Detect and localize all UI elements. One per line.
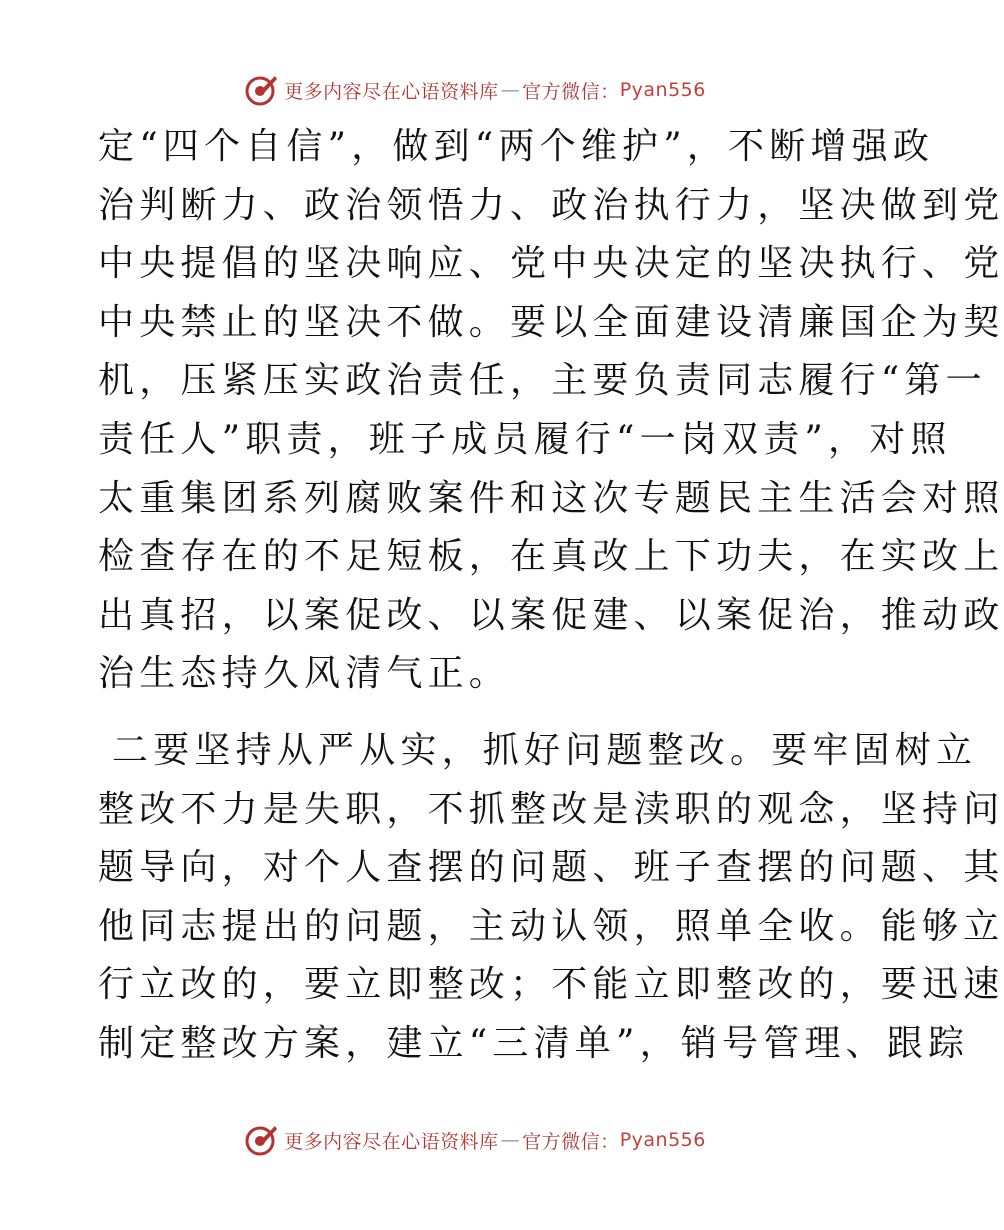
watermark-text: 更多内容尽在心语资料库 (284, 80, 499, 103)
text-line: 二要坚持从严从实，抓好问题整改。要牢固树立 (112, 729, 978, 771)
text-line: 出真招，以案促改、以案促建、以案促治，推动政 (98, 594, 1004, 636)
paragraph-gap (98, 704, 858, 722)
text-line: 整改不力是失职，不抓整改是渎职的观念，坚持问 (98, 788, 1004, 830)
watermark-separator: — (500, 79, 521, 101)
text-line: 中央禁止的坚决不做。要以全面建设清廉国企为契 (98, 301, 1004, 343)
paragraph-2 (98, 722, 1004, 1074)
text-line: 他同志提出的问题，主动认领，照单全收。能够立 (98, 905, 1004, 947)
text-line: 机，压紧压实政治责任，主要负责同志履行“第一 (98, 360, 987, 402)
watermark-wechat-id: Pyan556 (619, 1129, 706, 1151)
text-line: 制定整改方案，建立“三清单”，销号管理、跟踪 (98, 1022, 970, 1064)
text-line: 治判断力、政治领悟力、政治执行力，坚决做到党 (98, 184, 1004, 226)
pen-nib-circle-icon (244, 73, 278, 107)
text-line: 题导向，对个人查摆的问题、班子查摆的问题、其 (98, 847, 1004, 889)
text-line: 检查存在的不足短板，在真改上下功夫，在实改上 (98, 536, 1004, 578)
paragraph-1 (98, 118, 1004, 704)
watermark-separator: — (500, 1129, 521, 1151)
document-body (98, 118, 1004, 1074)
text-line: 定“四个自信”，做到“两个维护”，不断增强政 (98, 126, 935, 167)
text-line: 太重集团系列腐败案件和这次专题民主生活会对照 (98, 477, 1004, 519)
watermark-banner-top (0, 70, 950, 110)
watermark-wechat-id: Pyan556 (619, 79, 706, 101)
watermark-text: 更多内容尽在心语资料库 (284, 1130, 499, 1153)
text-line: 治生态持久风清气正。 (98, 653, 511, 695)
text-line: 中央提倡的坚决响应、党中央决定的坚决执行、党 (98, 243, 1004, 285)
watermark-banner-bottom (0, 1120, 950, 1160)
watermark-wechat-label: 官方微信： (522, 80, 620, 103)
text-line: 行立改的，要立即整改；不能立即整改的，要迅速 (98, 964, 1004, 1006)
text-line: 责任人”职责，班子成员履行“一岗双责”，对照 (98, 418, 952, 460)
watermark-wechat-label: 官方微信： (522, 1130, 620, 1153)
pen-nib-circle-icon (244, 1123, 278, 1157)
